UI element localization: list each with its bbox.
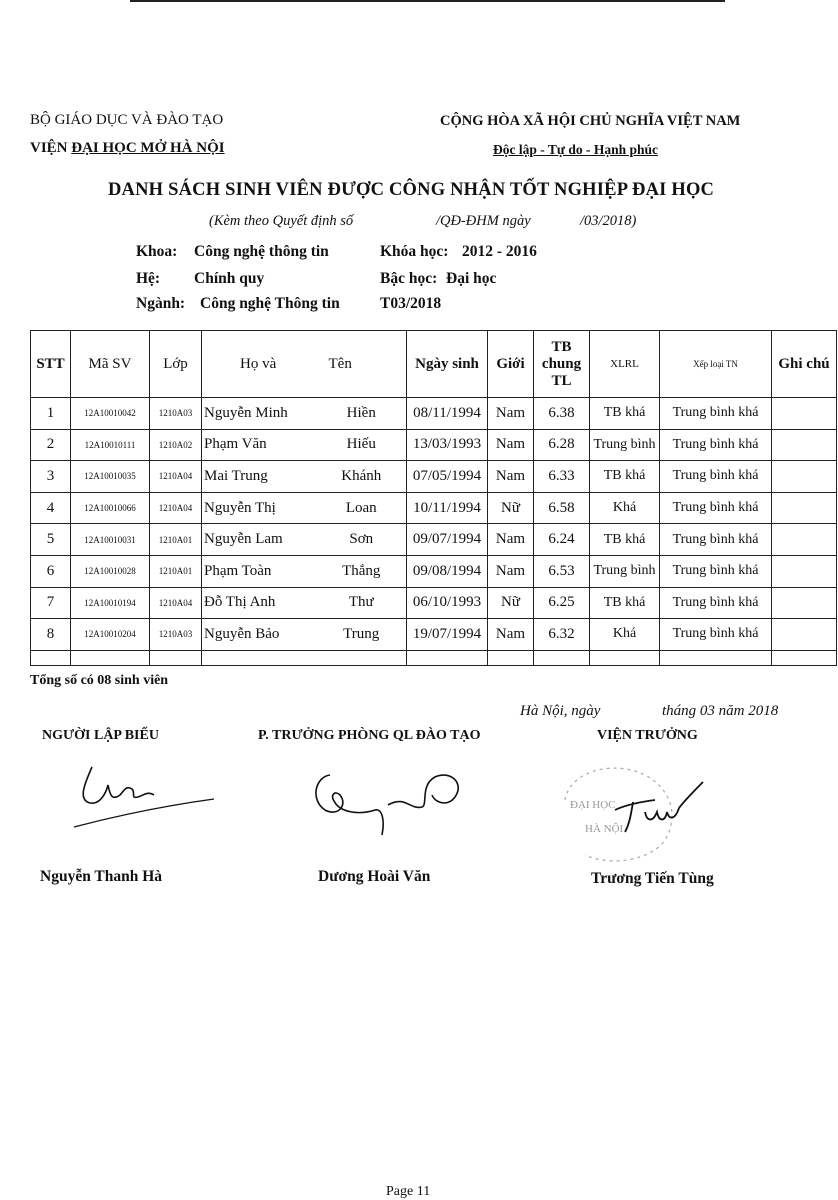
cell-conduct: TB khá [590, 524, 660, 556]
stamp-text-line1: ĐẠI HỌC [570, 799, 616, 811]
header-gpa [534, 331, 590, 398]
faculty-value: Công nghệ thông tin [194, 243, 329, 260]
cell-class: 1210A01 [150, 524, 202, 556]
cell-class: 1210A03 [150, 398, 202, 430]
cell-given-name: Khánh [317, 461, 407, 493]
cell-student-id: 12A10010035 [71, 461, 150, 493]
cell-student-id: 12A10010204 [71, 619, 150, 651]
empty-cell [31, 650, 71, 665]
cell-gpa: 6.32 [534, 619, 590, 651]
deputy-signature [300, 765, 480, 840]
cell-student-id: 12A10010028 [71, 555, 150, 587]
cell-note [772, 398, 837, 430]
cell-class: 1210A04 [150, 461, 202, 493]
faculty-label: Khoa: [136, 243, 178, 260]
cell-conduct: Khá [590, 492, 660, 524]
cell-gender: Nữ [488, 492, 534, 524]
cell-conduct: Trung bình [590, 429, 660, 461]
empty-cell [488, 650, 534, 665]
cell-gender: Nam [488, 429, 534, 461]
cell-note [772, 619, 837, 651]
cell-conduct: TB khá [590, 587, 660, 619]
cell-note [772, 587, 837, 619]
cell-student-id: 12A10010031 [71, 524, 150, 556]
cell-gender: Nam [488, 524, 534, 556]
cell-gpa: 6.38 [534, 398, 590, 430]
cell-grad-rank: Trung bình khá [660, 492, 772, 524]
cell-conduct: TB khá [590, 461, 660, 493]
country-name: CỘNG HÒA XÃ HỘI CHỦ NGHĨA VIỆT NAM [440, 113, 741, 129]
cell-gender: Nam [488, 398, 534, 430]
header-gpa-line3: TL [551, 372, 572, 389]
institute-name-underlined: ĐẠI HỌC MỞ HÀ NỘI [71, 140, 225, 156]
major-code: T03/2018 [380, 295, 442, 312]
decision-ref-2: /QĐ-ĐHM ngày [436, 213, 531, 229]
decision-ref-3: /03/2018) [580, 213, 637, 229]
cell-student-id: 12A10010194 [71, 587, 150, 619]
cell-gender: Nam [488, 619, 534, 651]
header-gpa-line1: TB [551, 338, 572, 355]
cell-gender: Nữ [488, 587, 534, 619]
cell-note [772, 555, 837, 587]
cell-surname: Nguyễn Bảo [202, 619, 317, 651]
cell-surname: Nguyễn Lam [202, 524, 317, 556]
cell-gpa: 6.33 [534, 461, 590, 493]
empty-cell [407, 650, 488, 665]
cell-note [772, 429, 837, 461]
cell-surname: Nguyễn Minh [202, 398, 317, 430]
top-rule [130, 0, 725, 2]
cell-grad-rank: Trung bình khá [660, 398, 772, 430]
empty-cell [660, 650, 772, 665]
cell-grad-rank: Trung bình khá [660, 555, 772, 587]
cell-gpa: 6.28 [534, 429, 590, 461]
level-value: Đại học [446, 270, 497, 287]
cell-grad-rank: Trung bình khá [660, 524, 772, 556]
empty-cell [71, 650, 150, 665]
table-row [31, 524, 837, 556]
cell-note [772, 461, 837, 493]
cell-class: 1210A03 [150, 619, 202, 651]
stamp-text-line2: HÀ NỘI [585, 823, 624, 835]
cell-note [772, 492, 837, 524]
cell-student-id: 12A10010111 [71, 429, 150, 461]
deputy-title: P. TRƯỞNG PHÒNG QL ĐÀO TẠO [258, 728, 481, 743]
table-row [31, 398, 837, 430]
cell-gpa: 6.53 [534, 555, 590, 587]
deputy-name: Dương Hoài Văn [318, 868, 431, 885]
cell-surname: Phạm Văn [202, 429, 317, 461]
header-dob: Ngày sinh [407, 331, 488, 398]
cell-class: 1210A04 [150, 587, 202, 619]
cell-grad-rank: Trung bình khá [660, 461, 772, 493]
table-row [31, 429, 837, 461]
institute-name [30, 140, 225, 157]
cell-gpa: 6.25 [534, 587, 590, 619]
total-count: Tổng số có 08 sinh viên [30, 673, 169, 688]
cell-stt: 6 [31, 555, 71, 587]
empty-cell [150, 650, 202, 665]
cell-note [772, 524, 837, 556]
decision-ref-1: (Kèm theo Quyết định số [209, 213, 354, 229]
header-grad-rank: Xếp loại TN [660, 331, 772, 398]
major-label: Ngành: [136, 295, 186, 312]
cell-dob: 08/11/1994 [407, 398, 488, 430]
table-header-row [31, 331, 837, 398]
header-given-name: Tên [317, 331, 407, 398]
course-label: Khóa học: [380, 243, 449, 260]
table-row [31, 587, 837, 619]
cell-stt: 5 [31, 524, 71, 556]
header-surname: Họ và [202, 331, 317, 398]
table-row [31, 555, 837, 587]
cell-stt: 1 [31, 398, 71, 430]
cell-conduct: Khá [590, 619, 660, 651]
system-label: Hệ: [136, 270, 161, 287]
ministry-name: BỘ GIÁO DỤC VÀ ĐÀO TẠO [30, 112, 224, 128]
cell-grad-rank: Trung bình khá [660, 587, 772, 619]
cell-given-name: Sơn [317, 524, 407, 556]
cell-dob: 07/05/1994 [407, 461, 488, 493]
table-body [31, 398, 837, 666]
director-title: VIỆN TRƯỞNG [597, 728, 698, 743]
empty-cell [772, 650, 837, 665]
cell-class: 1210A01 [150, 555, 202, 587]
preparer-name: Nguyễn Thanh Hà [40, 868, 163, 885]
header-gender: Giới [488, 331, 534, 398]
header-note: Ghi chú [772, 331, 837, 398]
cell-dob: 06/10/1993 [407, 587, 488, 619]
cell-class: 1210A02 [150, 429, 202, 461]
table-row [31, 461, 837, 493]
system-value: Chính quy [194, 270, 265, 287]
header-class: Lớp [150, 331, 202, 398]
header-student-id: Mã SV [71, 331, 150, 398]
header-gpa-line2: chung [541, 355, 582, 372]
cell-surname: Đỗ Thị Anh [202, 587, 317, 619]
cell-given-name: Thư [317, 587, 407, 619]
cell-given-name: Hiếu [317, 429, 407, 461]
empty-cell [590, 650, 660, 665]
page-number: Page 11 [386, 1184, 431, 1199]
cell-dob: 09/07/1994 [407, 524, 488, 556]
cell-dob: 09/08/1994 [407, 555, 488, 587]
cell-student-id: 12A10010042 [71, 398, 150, 430]
national-motto: Độc lập - Tự do - Hạnh phúc [493, 142, 659, 157]
preparer-signature [70, 755, 220, 835]
graduates-table [30, 330, 837, 666]
cell-gender: Nam [488, 555, 534, 587]
cell-given-name: Hiền [317, 398, 407, 430]
cell-gpa: 6.24 [534, 524, 590, 556]
document-title: DANH SÁCH SINH VIÊN ĐƯỢC CÔNG NHẬN TỐT NGHIỆP ĐẠI HỌC [108, 180, 715, 200]
level-label: Bậc học: [380, 270, 438, 287]
table-row [31, 619, 837, 651]
cell-conduct: Trung bình [590, 555, 660, 587]
cell-gender: Nam [488, 461, 534, 493]
empty-cell [317, 650, 407, 665]
cell-dob: 10/11/1994 [407, 492, 488, 524]
empty-cell [202, 650, 317, 665]
cell-stt: 4 [31, 492, 71, 524]
institute-prefix: VIỆN [30, 140, 72, 156]
cell-grad-rank: Trung bình khá [660, 429, 772, 461]
cell-dob: 19/07/1994 [407, 619, 488, 651]
cell-given-name: Thắng [317, 555, 407, 587]
cell-given-name: Trung [317, 619, 407, 651]
date-line-month-year: tháng 03 năm 2018 [662, 703, 779, 719]
date-line-place: Hà Nội, ngày [520, 703, 601, 719]
cell-student-id: 12A10010066 [71, 492, 150, 524]
table-row [31, 492, 837, 524]
empty-cell [534, 650, 590, 665]
course-value: 2012 - 2016 [462, 243, 537, 260]
cell-stt: 2 [31, 429, 71, 461]
preparer-title: NGƯỜI LẬP BIỂU [42, 728, 159, 743]
header-conduct: XLRL [590, 331, 660, 398]
cell-gpa: 6.58 [534, 492, 590, 524]
major-value: Công nghệ Thông tin [200, 295, 340, 312]
cell-dob: 13/03/1993 [407, 429, 488, 461]
header-stt: STT [31, 331, 71, 398]
director-name: Trương Tiến Tùng [591, 870, 714, 887]
cell-given-name: Loan [317, 492, 407, 524]
cell-conduct: TB khá [590, 398, 660, 430]
cell-surname: Nguyễn Thị [202, 492, 317, 524]
cell-stt: 7 [31, 587, 71, 619]
director-signature-stamp [545, 750, 725, 870]
table-row-empty [31, 650, 837, 665]
cell-class: 1210A04 [150, 492, 202, 524]
cell-stt: 3 [31, 461, 71, 493]
cell-surname: Phạm Toàn [202, 555, 317, 587]
cell-surname: Mai Trung [202, 461, 317, 493]
cell-stt: 8 [31, 619, 71, 651]
cell-grad-rank: Trung bình khá [660, 619, 772, 651]
